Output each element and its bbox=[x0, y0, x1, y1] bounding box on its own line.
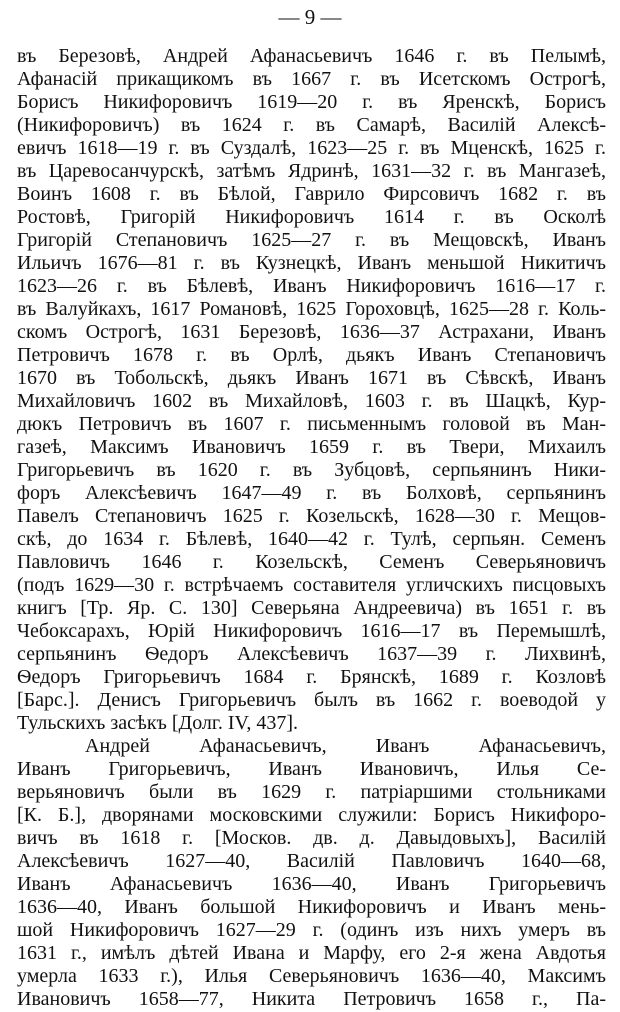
text-line: форъ Алексѣевичъ 1647—49 г. въ Болховѣ, серпьянинъ bbox=[17, 482, 606, 504]
text-line: Ростовѣ, Григорій Никифоровичъ 1614 г. въ Осколѣ bbox=[17, 206, 606, 228]
text-line: Тульскихъ засѣкъ [Долг. IV, 437]. bbox=[17, 712, 299, 734]
text-line: (подъ 1629—30 г. встрѣчаемъ составителя угличскихъ писцовыхъ bbox=[17, 574, 606, 596]
text-line: Ѳедоръ Григорьевичъ 1684 г. Брянскѣ, 1689 г. Козловѣ bbox=[17, 666, 606, 688]
text-line: газеѣ, Максимъ Ивановичъ 1659 г. въ Твери, Михаилъ bbox=[17, 436, 606, 458]
text-line: скомъ Острогѣ, 1631 Березовѣ, 1636—37 Астрахани, Иванъ bbox=[17, 321, 606, 343]
text-line: въ Березовѣ, Андрей Афанасьевичъ 1646 г. въ Пелымѣ, bbox=[17, 45, 606, 67]
text-line: Иванъ Григорьевичъ, Иванъ Ивановичъ, Илья Се- bbox=[17, 758, 606, 780]
text-line: 1636—40, Иванъ большой Никифоровичъ и Иванъ мень- bbox=[17, 896, 606, 918]
text-line: 1670 въ Тобольскѣ, дьякъ Иванъ 1671 въ Сѣвскѣ, Иванъ bbox=[17, 367, 606, 389]
text-line: книгъ [Тр. Яр. С. 130] Северьяна Андреевича) въ 1651 г. въ bbox=[17, 597, 606, 619]
text-line: Чебоксарахъ, Юрій Никифоровичъ 1616—17 въ Перемышлѣ, bbox=[17, 620, 606, 642]
text-line: Афанасій прикащикомъ въ 1667 г. въ Исетскомъ Острогѣ, bbox=[17, 68, 606, 90]
text-line: [Барс.]. Денисъ Григорьевичъ былъ въ 1662 г. воеводой у bbox=[17, 689, 606, 711]
text-line: Павелъ Степановичъ 1625 г. Козельскѣ, 1628—30 г. Мещов- bbox=[17, 505, 606, 527]
text-line: (Никифоровичъ) въ 1624 г. въ Самарѣ, Василій Алексѣ- bbox=[17, 114, 606, 136]
text-line: Борисъ Никифоровичъ 1619—20 г. въ Яренскѣ, Борисъ bbox=[17, 91, 606, 113]
text-line: вичъ въ 1618 г. [Москов. дв. д. Давыдовыхъ], Василій bbox=[17, 827, 606, 849]
text-line: Воинъ 1608 г. въ Бѣлой, Гаврило Фирсовичъ 1682 г. въ bbox=[17, 183, 606, 205]
text-line: [К. Б.], дворянами московскими служили: Борисъ Никифоро- bbox=[17, 804, 606, 826]
text-line: Ильичъ 1676—81 г. въ Кузнецкѣ, Иванъ меньшой Никитичъ bbox=[17, 252, 606, 274]
text-line: въ Царевосанчурскѣ, затѣмъ Ядринѣ, 1631—32 г. въ Мангазеѣ, bbox=[17, 160, 606, 182]
text-line: 1623—26 г. въ Бѣлевѣ, Иванъ Никифоровичъ 1616—17 г. bbox=[17, 275, 606, 297]
text-line: серпьянинъ Ѳедоръ Алексѣевичъ 1637—39 г. Лихвинѣ, bbox=[17, 643, 606, 665]
text-line: 1631 г., имѣлъ дѣтей Ивана и Марфу, его 2-я жена Авдотья bbox=[17, 942, 606, 964]
text-line: умерла 1633 г.), Илья Северьяновичъ 1636—40, Максимъ bbox=[17, 965, 606, 987]
text-line: Григорьевичъ въ 1620 г. въ Зубцовѣ, серпьянинъ Ники- bbox=[17, 459, 606, 481]
text-line: Алексѣевичъ 1627—40, Василій Павловичъ 1640—68, bbox=[17, 850, 606, 872]
text-line: евичъ 1618—19 г. въ Суздалѣ, 1623—25 г. въ Мценскѣ, 1625 г. bbox=[17, 137, 606, 159]
text-line: дюкъ Петровичъ въ 1607 г. письменнымъ головой въ Ман- bbox=[17, 413, 606, 435]
text-line: Григорій Степановичъ 1625—27 г. въ Мещовскѣ, Иванъ bbox=[17, 229, 606, 251]
text-line: шой Никифоровичъ 1627—29 г. (одинъ изъ нихъ умеръ въ bbox=[17, 919, 606, 941]
text-line: верьяновичъ были въ 1629 г. патріаршими стольниками bbox=[17, 781, 606, 803]
page-number: — 9 — bbox=[278, 5, 342, 29]
text-line: Иванъ Афанасьевичъ 1636—40, Иванъ Григорьевичъ bbox=[17, 873, 606, 895]
text-line: Ивановичъ 1658—77, Никита Петровичъ 1658 г., Па- bbox=[17, 988, 606, 1010]
text-line: Андрей Афанасьевичъ, Иванъ Афанасьевичъ, bbox=[85, 735, 606, 757]
text-line: Павловичъ 1646 г. Козельскѣ, Семенъ Северьяновичъ bbox=[17, 551, 606, 573]
text-line: скѣ, до 1634 г. Бѣлевѣ, 1640—42 г. Тулѣ, серпьян. Семенъ bbox=[17, 528, 606, 550]
text-line: Михайловичъ 1602 въ Михайловѣ, 1603 г. въ Шацкѣ, Кур- bbox=[17, 390, 606, 412]
text-line: въ Валуйкахъ, 1617 Романовѣ, 1625 Гороховцѣ, 1625—28 г. Коль- bbox=[17, 298, 606, 320]
text-line: Петровичъ 1678 г. въ Орлѣ, дьякъ Иванъ Степановичъ bbox=[17, 344, 606, 366]
